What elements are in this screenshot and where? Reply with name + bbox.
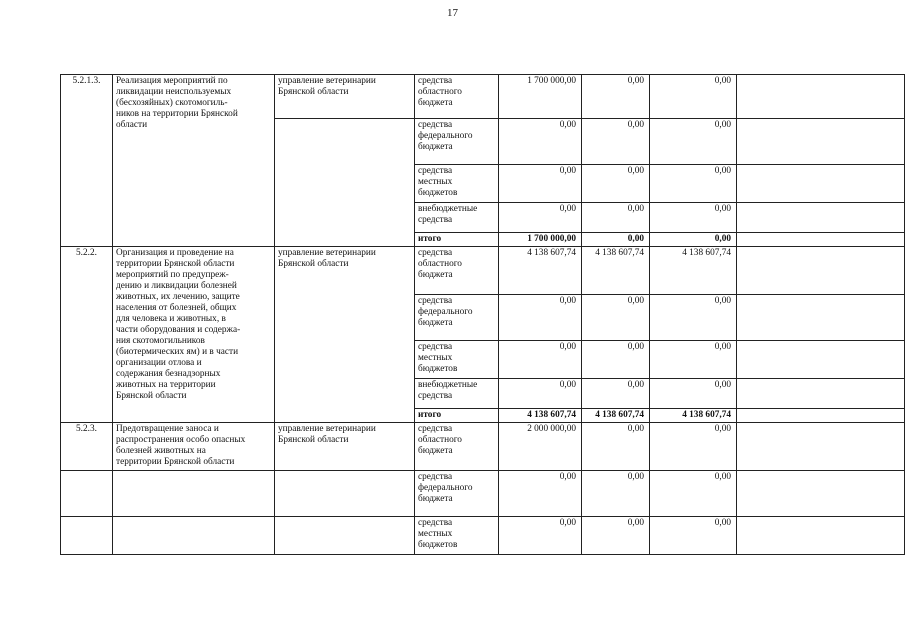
notes-cell — [737, 409, 905, 423]
value-year-3: 4 138 607,74 — [650, 247, 737, 295]
value-year-3: 0,00 — [650, 203, 737, 233]
funding-source: средства областного бюджета — [415, 423, 499, 471]
funding-source: средства местных бюджетов — [415, 165, 499, 203]
row-executor-cell — [275, 471, 415, 517]
value-year-3: 0,00 — [650, 341, 737, 379]
value-year-1: 0,00 — [499, 165, 582, 203]
funding-source: средства областного бюджета — [415, 75, 499, 119]
notes-cell — [737, 295, 905, 341]
row-title-cell — [113, 471, 275, 517]
value-year-1: 0,00 — [499, 341, 582, 379]
value-year-2: 0,00 — [582, 471, 650, 517]
notes-cell — [737, 75, 905, 119]
value-year-2: 0,00 — [582, 341, 650, 379]
funding-source: средства федерального бюджета — [415, 119, 499, 165]
funding-source: итого — [415, 409, 499, 423]
notes-cell — [737, 379, 905, 409]
value-year-1: 4 138 607,74 — [499, 247, 582, 295]
value-year-1: 0,00 — [499, 295, 582, 341]
notes-cell — [737, 233, 905, 247]
measure-code: 5.2.2. — [61, 247, 113, 423]
value-year-2: 0,00 — [582, 119, 650, 165]
measure-executor: управление ветеринарии Брянской области — [275, 75, 415, 119]
funding-source: внебюджетные средства — [415, 379, 499, 409]
measure-code: 5.2.1.3. — [61, 75, 113, 247]
measure-executor: управление ветеринарии Брянской области — [275, 247, 415, 423]
value-year-1: 0,00 — [499, 379, 582, 409]
value-year-2: 0,00 — [582, 233, 650, 247]
notes-cell — [737, 471, 905, 517]
measure-title: Предотвращение заноса и распространения особо опасных болезней животных на территории Брянской области — [113, 423, 275, 471]
table-row — [61, 423, 905, 471]
measure-executor: управление ветеринарии Брянской области — [275, 423, 415, 471]
value-year-2: 0,00 — [582, 423, 650, 471]
value-year-2: 0,00 — [582, 517, 650, 555]
notes-cell — [737, 341, 905, 379]
value-year-1: 1 700 000,00 — [499, 233, 582, 247]
funding-table — [60, 74, 905, 555]
value-year-3: 0,00 — [650, 233, 737, 247]
value-year-3: 0,00 — [650, 75, 737, 119]
value-year-1: 0,00 — [499, 517, 582, 555]
value-year-2: 0,00 — [582, 295, 650, 341]
value-year-1: 0,00 — [499, 119, 582, 165]
funding-source: внебюджетные средства — [415, 203, 499, 233]
value-year-3: 0,00 — [650, 423, 737, 471]
table-row — [61, 517, 905, 555]
funding-source: средства местных бюджетов — [415, 341, 499, 379]
table-row — [61, 471, 905, 517]
value-year-2: 4 138 607,74 — [582, 247, 650, 295]
value-year-3: 0,00 — [650, 517, 737, 555]
funding-source: средства областного бюджета — [415, 247, 499, 295]
value-year-1: 2 000 000,00 — [499, 423, 582, 471]
funding-source: средства федерального бюджета — [415, 295, 499, 341]
funding-source: средства федерального бюджета — [415, 471, 499, 517]
row-executor-cell — [275, 517, 415, 555]
value-year-3: 0,00 — [650, 165, 737, 203]
funding-source: итого — [415, 233, 499, 247]
value-year-3: 0,00 — [650, 379, 737, 409]
row-code-cell — [61, 471, 113, 517]
notes-cell — [737, 119, 905, 165]
value-year-2: 0,00 — [582, 203, 650, 233]
value-year-3: 0,00 — [650, 119, 737, 165]
value-year-3: 0,00 — [650, 295, 737, 341]
value-year-2: 0,00 — [582, 165, 650, 203]
notes-cell — [737, 165, 905, 203]
row-executor-cell — [275, 119, 415, 247]
value-year-3: 4 138 607,74 — [650, 409, 737, 423]
notes-cell — [737, 203, 905, 233]
measure-code: 5.2.3. — [61, 423, 113, 471]
notes-cell — [737, 423, 905, 471]
notes-cell — [737, 247, 905, 295]
notes-cell — [737, 517, 905, 555]
row-code-cell — [61, 517, 113, 555]
table-row — [61, 247, 905, 295]
value-year-2: 0,00 — [582, 75, 650, 119]
measure-title: Реализация мероприятий по ликвидации неиспользуемых (бесхозяйных) скотомогиль- ников на территории Брянской области — [113, 75, 275, 247]
value-year-1: 0,00 — [499, 203, 582, 233]
row-title-cell — [113, 517, 275, 555]
value-year-2: 0,00 — [582, 379, 650, 409]
value-year-2: 4 138 607,74 — [582, 409, 650, 423]
table-body — [61, 75, 905, 555]
funding-source: средства местных бюджетов — [415, 517, 499, 555]
value-year-1: 0,00 — [499, 471, 582, 517]
page-number: 17 — [447, 7, 458, 19]
measure-title: Организация и проведение на территории Брянской области мероприятий по предупреж- дению и ликвидации болезней животных, их лечению, защите населения от болезней, общих для человека и животных, в части оборудования и содержа- ния скотомогильников (биотермических ям) и в части организации отлова и содержания безнадзорных животных на территории Брянской области — [113, 247, 275, 423]
value-year-1: 4 138 607,74 — [499, 409, 582, 423]
value-year-3: 0,00 — [650, 471, 737, 517]
table-row — [61, 75, 905, 119]
value-year-1: 1 700 000,00 — [499, 75, 582, 119]
